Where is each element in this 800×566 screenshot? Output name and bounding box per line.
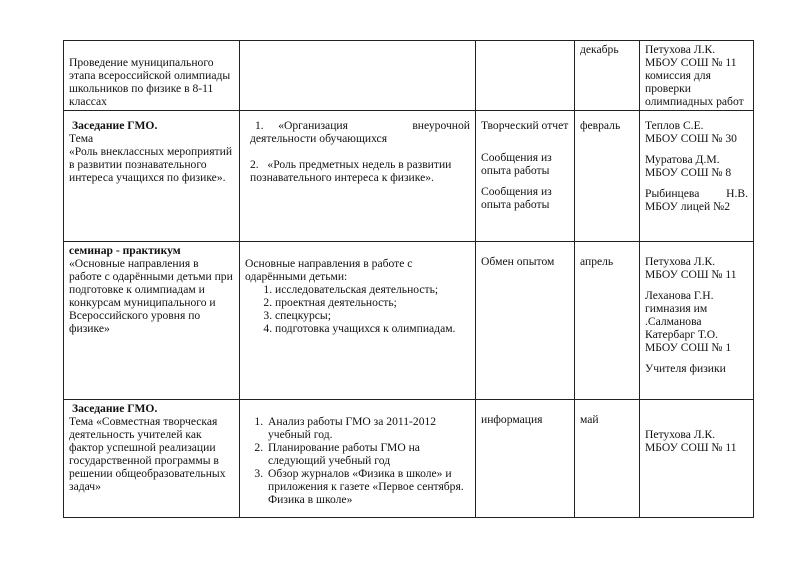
responsible-name: Петухова Л.К.: [645, 428, 716, 441]
responsible-cell: [640, 111, 754, 242]
responsible-note: комиссия для проверки олимпиадных работ: [645, 69, 744, 108]
responsible-name: Леханова Г.Н.: [645, 289, 714, 302]
table-row: [64, 111, 754, 242]
content-cell: [240, 111, 476, 242]
list-item: 4. подготовка учащихся к олимпиадам.: [275, 322, 470, 335]
responsible-org: МБОУ СОШ № 11: [645, 56, 737, 69]
row-title: Заседание ГМО.: [72, 402, 158, 415]
responsible-org: .Салманова: [645, 315, 702, 328]
plan-table: [63, 40, 754, 518]
responsible-org: МБОУ СОШ № 1: [645, 341, 732, 354]
responsible-org: МБОУ лицей №2: [645, 200, 731, 213]
content-cell: [240, 400, 476, 518]
responsible-note: Учителя физики: [645, 362, 726, 375]
form-text: Сообщения из опыта работы: [481, 185, 552, 211]
form-text: Творческий отчет: [481, 119, 569, 132]
list-item: 3. спецкурсы;: [275, 309, 470, 322]
topic-cell: [64, 41, 240, 111]
month-cell: [575, 111, 640, 242]
content-cell: [240, 242, 476, 400]
month-cell: [575, 400, 640, 518]
responsible-name: Теплов С.Е.: [645, 119, 704, 132]
item-text: внеурочной: [412, 119, 470, 132]
topic: Проведение муниципального этапа всероссийской олимпиады школьников по физике в 8-11 классах: [69, 56, 231, 108]
responsible-org: МБОУ СОШ № 30: [645, 132, 737, 145]
month: май: [580, 413, 599, 426]
list-item: 1. исследовательская деятельность;: [275, 283, 470, 296]
topic: Тема «Совместная творческая деятельность учителей как фактор успешной реализации государственной программы в решении общеобразовательных задач»: [69, 415, 226, 493]
item-text: деятельности обучающихся: [250, 132, 388, 145]
table-row: [64, 242, 754, 400]
list-item: 2. Планирование работы ГМО на следующий учебный год: [266, 441, 470, 467]
responsible-cell: [640, 41, 754, 111]
responsible-cell: [640, 242, 754, 400]
form-cell: [476, 400, 575, 518]
form-cell: [476, 242, 575, 400]
month-cell: [575, 41, 640, 111]
responsible-org: МБОУ СОШ № 8: [645, 166, 732, 179]
topic: «Роль внеклассных мероприятий в развитии познавательного интереса учащихся по физике».: [69, 145, 233, 184]
content-item-1: [250, 119, 470, 132]
table-row: [64, 41, 754, 111]
responsible-name: Петухова Л.К.: [645, 43, 716, 56]
topic-cell: [64, 111, 240, 242]
content-list: [254, 415, 470, 506]
month: апрель: [580, 255, 614, 268]
content-list: [245, 283, 470, 335]
month: февраль: [580, 119, 621, 132]
form-text: Сообщения из опыта работы: [481, 151, 552, 177]
form-text: Обмен опытом: [481, 255, 555, 268]
content-cell: [240, 41, 476, 111]
form-cell: [476, 111, 575, 242]
responsible-name: Катербарг Т.О.: [645, 328, 719, 341]
item-text: «Организация: [278, 119, 348, 132]
responsible-org: гимназия им: [645, 302, 708, 315]
responsible-org: МБОУ СОШ № 11: [645, 441, 737, 454]
responsible-name: Петухова Л.К.: [645, 255, 716, 268]
list-item: 1. Анализ работы ГМО за 2011-2012 учебный год.: [266, 415, 470, 441]
form-text: информация: [481, 413, 543, 426]
topic-cell: [64, 242, 240, 400]
list-item: 3. Обзор журналов «Физика в школе» и приложения к газете «Первое сентября. Физика в школе»: [266, 467, 470, 506]
responsible-org: МБОУ СОШ № 11: [645, 268, 737, 281]
content-intro: Основные направления в работе с одарёнными детьми:: [245, 257, 413, 283]
row-title: Заседание ГМО.: [72, 119, 158, 132]
responsible-cell: [640, 400, 754, 518]
form-cell: [476, 41, 575, 111]
responsible-name: Рыбинцева: [645, 187, 700, 200]
topic-cell: [64, 400, 240, 518]
list-item: 2. проектная деятельность;: [275, 296, 470, 309]
month-cell: [575, 242, 640, 400]
topic-label: Тема: [69, 132, 94, 145]
item-number: 1.: [255, 119, 264, 132]
responsible-name: Муратова Д.М.: [645, 153, 720, 166]
responsible-initials: Н.В.: [726, 187, 748, 200]
content-item-2: 2. «Роль предметных недель в развитии познавательного интереса к физике».: [250, 158, 455, 184]
row-title: семинар - практикум: [69, 244, 181, 257]
month: декабрь: [580, 43, 619, 56]
topic: «Основные направления в работе с одарёнными детьми при подготовке к олимпиадам и конкурсам муниципального и Всероссийского уровня по физике»: [69, 257, 233, 335]
table-row: [64, 400, 754, 518]
